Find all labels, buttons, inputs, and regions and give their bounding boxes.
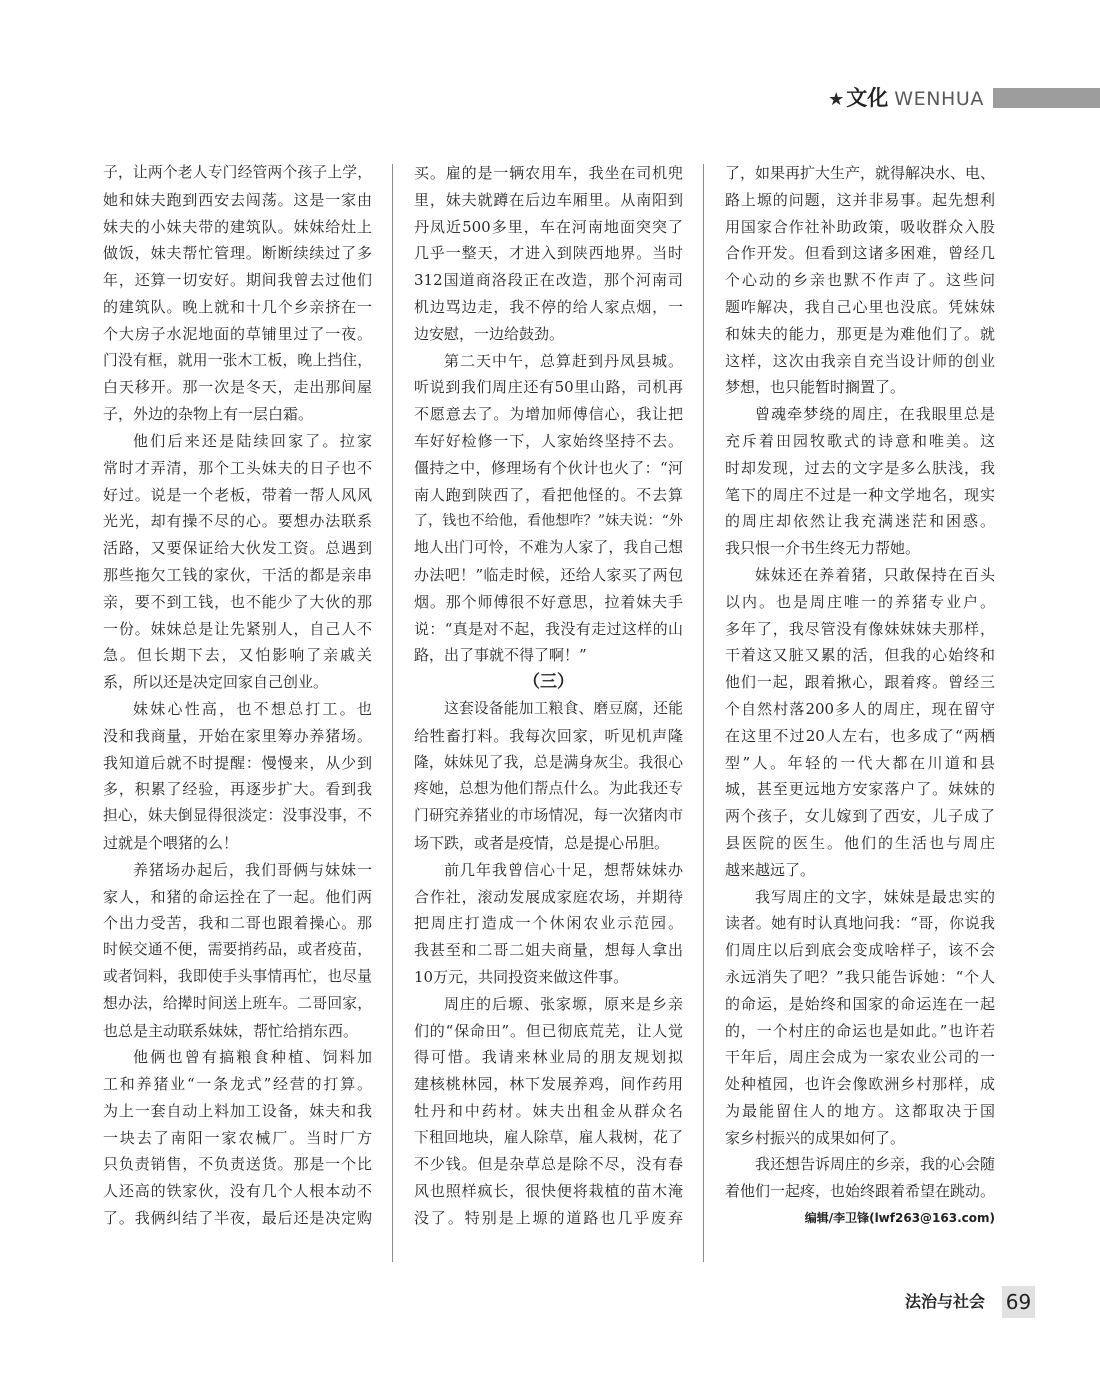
text-line: 第二天中午，总算赶到丹凤县城。 <box>444 351 683 370</box>
text-line: 在这里不过20人左右，也多成了“两栖 <box>725 726 995 745</box>
text-line: 家乡村振兴的成果如何了。 <box>725 1128 906 1147</box>
text-line: 亲，要不到工钱，也不能少了大伙的那 <box>103 592 372 611</box>
text-line: 路，出了事就不得了啊！” <box>414 646 587 665</box>
text-line: 妹妹心性高，也不想总打工。也 <box>133 699 372 718</box>
paragraph <box>414 991 683 1232</box>
column-3-body <box>725 160 995 1205</box>
paragraph <box>103 160 372 428</box>
text-line: 把周庄打造成一个休闲农业示范园。 <box>414 914 683 933</box>
text-line: 南人跑到陕西了，看把他怪的。不去算 <box>414 485 683 504</box>
text-line: 下租回地块，雇人除草，雇人栽树，花了 <box>414 1128 683 1146</box>
text-line: 隆，妹妹见了我，总是满身灰尘。我很心 <box>414 753 683 771</box>
text-line: 烟。那个师傅很不好意思，拉着妹夫手 <box>414 592 683 611</box>
text-line: 们的“保命田”。但已彻底荒芜，让人觉 <box>414 1021 683 1040</box>
text-line: 没和我商量，开始在家里筹办养猪场。 <box>103 726 372 745</box>
text-line: 312国道商洛段正在改造，那个河南司 <box>414 271 683 290</box>
text-line: 我知道后就不时提醒：慢慢来，从少到 <box>103 753 372 772</box>
text-line: 个出力受苦，我和二哥也跟着操心。那 <box>103 914 372 933</box>
text-line: 干着这又脏又累的活，但我的心始终和 <box>725 646 995 665</box>
text-line: 活路，又要保证给大伙发工资。总遇到 <box>103 539 372 558</box>
text-line: 的命运，是始终和国家的命运连在一起 <box>725 994 995 1013</box>
paragraph <box>725 160 995 401</box>
text-line: 急。但长期下去，又怕影响了亲戚关 <box>103 646 372 665</box>
text-line: 年，还算一切安好。期间我曾去过他们 <box>103 271 372 290</box>
text-line: 人还高的铁家伙，没有几个人根本动不 <box>103 1182 372 1201</box>
column-2 <box>414 160 683 1232</box>
text-line: 为最能留住人的地方。这都取决于国 <box>725 1101 995 1120</box>
text-line: 地人出门可怜，不难为人家了，我自己想 <box>414 539 683 557</box>
star-icon: ★ <box>828 89 845 110</box>
text-line: 常时才弄清，那个工头妹夫的日子也不 <box>103 458 372 477</box>
text-line: 处种植园，也许会像欧洲乡村那样，成 <box>725 1075 995 1094</box>
text-line: 曾魂牵梦绕的周庄，在我眼里总是 <box>755 405 995 424</box>
text-line: 个心动的乡亲也默不作声了。这些问 <box>725 271 995 290</box>
text-line: 永远消失了吧？”我只能告诉她：“个人 <box>725 967 995 986</box>
text-line: 给牲畜打料。我每次回家，听见机声隆 <box>414 726 683 745</box>
paragraph <box>414 348 683 670</box>
text-line: 想办法，给撵时间送上班车。二哥回家， <box>103 994 372 1012</box>
paragraph <box>725 884 995 1152</box>
text-line: 了，钱也不给他，看他想咋？”妹夫说：“外 <box>414 513 683 530</box>
text-line: 充斥着田园牧歌式的诗意和唯美。这 <box>725 431 995 450</box>
text-line: 担心，妹夫倒显得很淡定：没事没事，不 <box>103 807 372 825</box>
text-line: 不愿意去了。为增加师傅信心，我让把 <box>414 405 683 424</box>
text-line: 以内。也是周庄唯一的养猪专业户。 <box>725 592 995 611</box>
text-line: 不少钱。但是杂草总是除不尽，没有春 <box>414 1155 683 1174</box>
text-line: 城，甚至更远地方安家落户了。妹妹的 <box>725 780 995 799</box>
text-line: 车好好检修一下，人家始终坚持不去。 <box>414 431 683 450</box>
text-line: 读者。她有时认真地问我：“哥，你说我 <box>725 914 995 933</box>
text-line: 题咋解决，我自己心里也没底。凭妹妹 <box>725 297 995 316</box>
text-line: 梦想，也只能暂时搁置了。 <box>725 378 906 397</box>
paragraph <box>725 1151 995 1205</box>
text-line: 们周庄以后到底会变成啥样子，该不会 <box>725 941 995 960</box>
text-line: 为上一套自动上料加工设备，妹夫和我 <box>103 1101 372 1120</box>
column-1-body <box>103 160 372 1232</box>
text-line: 多年了，我尽管没有像妹妹妹夫那样， <box>725 619 995 638</box>
text-line: 没了。特别是上塬的道路也几乎废弃 <box>414 1209 683 1228</box>
section-heading: （三） <box>523 672 574 693</box>
text-line: 妹妹还在养着猪，只敢保持在百头 <box>755 565 995 584</box>
paragraph <box>414 696 683 857</box>
page-number: 69 <box>1002 1286 1035 1318</box>
text-line: 个自然村落200多人的周庄，现在留守 <box>725 699 995 718</box>
section-header <box>828 85 984 111</box>
text-line: 门没有框，就用一张木工板，晚上挡住， <box>103 351 372 369</box>
text-line: 和妹夫的能力，那更是为难他们了。就 <box>725 324 995 343</box>
column-2-body <box>414 160 683 1232</box>
magazine-name: 法治与社会 <box>904 1292 985 1311</box>
text-line: 机边骂边走，我不停的给人家点烟，一 <box>414 297 683 316</box>
text-line: 那些拖欠工钱的家伙，干活的都是亲串 <box>103 565 372 584</box>
text-line: 只负责销售，不负责送货。那是一个比 <box>103 1155 372 1174</box>
paragraph <box>725 401 995 562</box>
column-divider <box>392 164 393 1262</box>
text-line: 我还想告诉周庄的乡亲，我的心会随 <box>755 1155 996 1174</box>
paragraph <box>103 428 372 696</box>
text-line: 前几年我曾信心十足，想帮妹妹办 <box>444 860 683 879</box>
text-line: 合作开发。但看到这诸多困难，曾经几 <box>725 244 995 263</box>
text-line: 的，一个村庄的命运也是如此。”也许若 <box>725 1021 995 1040</box>
text-line: 笔下的周庄不过是一种文学地名，现实 <box>725 485 995 504</box>
editor-credit: 编辑/李卫锋(lwf263@163.com) <box>804 1211 995 1226</box>
text-line: 了，如果再扩大生产，就得解决水、电、 <box>725 164 996 182</box>
text-line: 建核桃林园，林下发展养鸡，间作药用 <box>414 1075 683 1094</box>
text-line: 一块去了南阳一家农械厂。当时厂方 <box>103 1128 372 1147</box>
text-line: 子，让两个老人专门经管两个孩子上学， <box>103 164 372 181</box>
column-1 <box>103 160 372 1232</box>
text-line: 的建筑队。晚上就和十几个乡亲挤在一 <box>103 297 372 316</box>
text-line: 过就是个喂猪的么！ <box>103 833 239 852</box>
text-line: 里，妹夫就蹲在后边车厢里。从南阳到 <box>414 190 683 209</box>
text-line: 疼她，总想为他们帮点什么。为此我还专 <box>414 780 683 798</box>
text-line: 一份。妹妹总是让先紧别人，自己人不 <box>103 619 372 638</box>
text-line: 她和妹夫跑到西安去闯荡。这是一家由 <box>103 190 372 209</box>
text-line: 10万元，共同投资来做这件事。 <box>414 967 629 986</box>
text-line: 合作社，滚动发展成家庭农场，并期待 <box>414 887 683 906</box>
paragraph <box>414 160 683 348</box>
text-line: 这套设备能加工粮食、磨豆腐，还能 <box>444 699 683 717</box>
text-line: 家人，和猪的命运拴在了一起。他们两 <box>103 887 372 906</box>
text-line: 型”人。年轻的一代大都在川道和县 <box>725 753 995 772</box>
text-line: 他俩也曾有搞粮食种植、饲料加 <box>133 1048 372 1067</box>
text-line: 几乎一整天，才进入到陕西地界。当时 <box>414 244 683 263</box>
text-line: 时候交通不便，需要捎药品，或者疫苗， <box>103 941 372 959</box>
text-line: 光光，却有操不尽的心。要想办法联系 <box>103 512 372 531</box>
paragraph <box>725 562 995 884</box>
text-line: 场下跌，或者是疫情，总是提心吊胆。 <box>414 833 670 852</box>
section-title-pinyin: WENHUA <box>894 88 984 110</box>
text-line: 时却发现，过去的文字是多么肤浅，我 <box>725 458 995 477</box>
text-line: 工和养猪业“一条龙式”经营的打算。 <box>103 1075 372 1094</box>
text-line: 两个孩子，女儿嫁到了西安，儿子成了 <box>725 807 995 826</box>
text-line: 得可惜。我请来林业局的朋友规划拟 <box>414 1048 683 1067</box>
header-bar <box>993 88 1100 108</box>
paragraph <box>414 857 683 991</box>
text-line: 他们后来还是陆续回家了。拉家 <box>133 431 372 450</box>
text-line: 僵持之中，修理场有个伙计也火了：“河 <box>414 458 683 477</box>
text-line: 风也照样疯长，很快便将栽植的苗木淹 <box>414 1182 683 1201</box>
text-line: 听说到我们周庄还有50里山路，司机再 <box>414 378 683 397</box>
section-title: 文化 <box>846 86 889 110</box>
text-line: 子，外边的杂物上有一层白霜。 <box>103 405 314 424</box>
paragraph <box>103 1044 372 1232</box>
text-line: 着他们一起疼，也始终跟着希望在跳动。 <box>725 1182 996 1201</box>
text-line: 路上塬的问题，这并非易事。起先想利 <box>725 190 995 209</box>
paragraph <box>103 696 372 857</box>
paragraph <box>103 857 372 1045</box>
text-line: 用国家合作社补助政策，吸收群众入股 <box>725 217 995 236</box>
text-line: 牡丹和中药材。妹夫出租金从群众名 <box>414 1101 683 1120</box>
text-line: 说：“真是对不起，我没有走过这样的山 <box>414 619 683 638</box>
text-line: 个大房子水泥地面的草铺里过了一夜。 <box>103 324 372 343</box>
column-3 <box>725 160 995 1232</box>
text-line: 好过。说是一个老板，带着一帮人风风 <box>103 485 372 504</box>
text-line: 我甚至和二哥二姐夫商量，想每人拿出 <box>414 941 683 960</box>
text-line: 我只恨一介书生终无力帮她。 <box>725 539 921 558</box>
text-line: 做饭，妹夫帮忙管理。断断续续过了多 <box>103 244 372 263</box>
text-line: 这样，这次由我亲自充当设计师的创业 <box>725 351 995 370</box>
text-line: 的周庄却依然让我充满迷茫和困惑。 <box>725 512 995 531</box>
text-line: 我写周庄的文字，妹妹是最忠实的 <box>755 887 995 906</box>
text-line: 或者饲料，我即使手头事情再忙，也尽量 <box>103 967 372 985</box>
text-line: 干年后，周庄会成为一家农业公司的一 <box>725 1048 995 1067</box>
column-divider <box>703 164 704 1262</box>
text-line: 办法吧！”临走时候，还给人家买了两包 <box>414 565 683 584</box>
text-line: 丹凤近500多里，车在河南地面突突了 <box>414 217 683 236</box>
text-line: 了。我俩纠结了半夜，最后还是决定购 <box>103 1209 372 1228</box>
text-line: 多，积累了经验，再逐步扩大。看到我 <box>103 780 372 799</box>
text-line: 门研究养猪业的市场情况，每一次猪肉市 <box>414 807 683 825</box>
text-line: 也总是主动联系妹妹，帮忙给捎东西。 <box>103 1021 359 1040</box>
text-line: 边安慰，一边给鼓劲。 <box>414 324 565 343</box>
text-line: 他们一起，跟着揪心，跟着疼。曾经三 <box>725 673 995 692</box>
text-line: 买。雇的是一辆农用车，我坐在司机兜 <box>414 164 683 182</box>
text-line: 越来越远了。 <box>725 860 816 879</box>
text-line: 妹夫的小妹夫带的建筑队。妹妹给灶上 <box>103 217 372 236</box>
text-line: 县医院的医生。他们的生活也与周庄 <box>725 833 995 852</box>
text-line: 养猪场办起后，我们哥俩与妹妹一 <box>133 860 372 879</box>
text-line: 系，所以还是决定回家自己创业。 <box>103 673 329 692</box>
text-line: 周庄的后塬、张家塬，原来是乡亲 <box>444 994 683 1013</box>
text-line: 白天移开。那一次是冬天，走出那间屋 <box>103 378 372 397</box>
